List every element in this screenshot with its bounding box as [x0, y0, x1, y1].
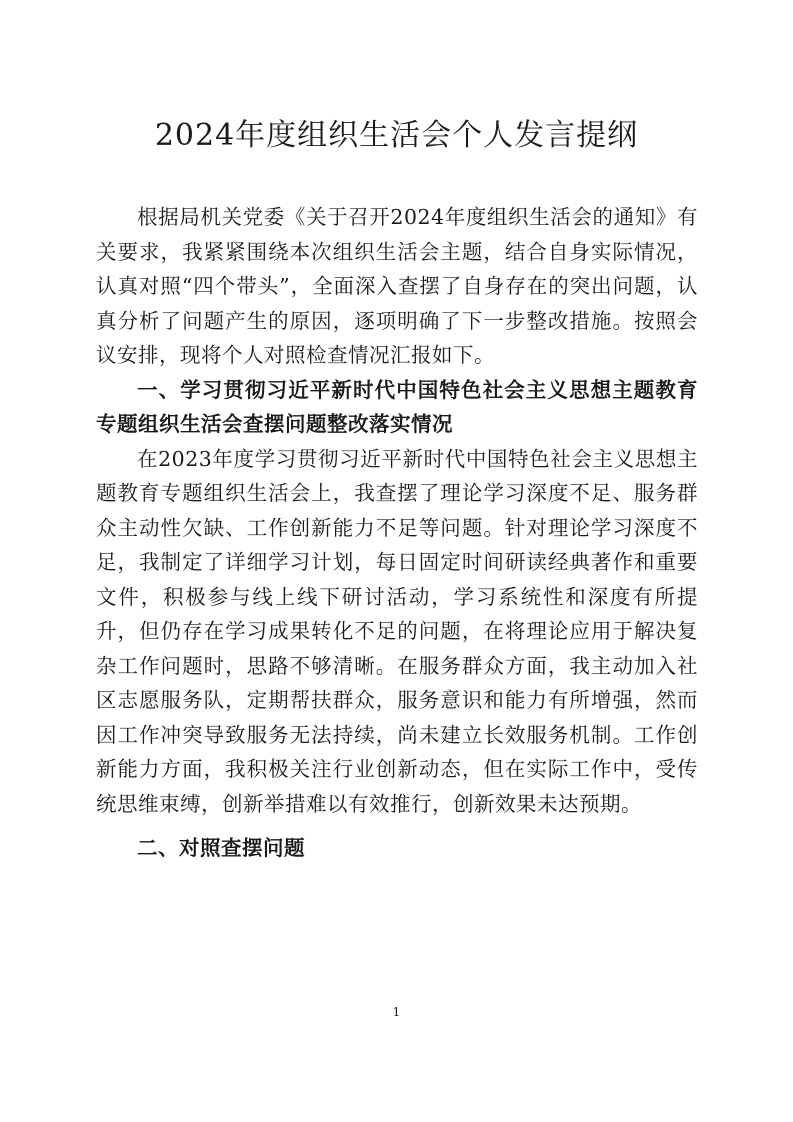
section-2-heading: 二、对照查摆问题 [137, 836, 305, 860]
document-title: 2024年度组织生活会个人发言提纲 [154, 118, 639, 153]
document-body [96, 200, 698, 866]
page-number: 1 [392, 1005, 401, 1019]
section-1-paragraph: 在2023年度学习贯彻习近平新时代中国特色社会主义思想主题教育专题组织生活会上，我查摆了理论学习深度不足、服务群众主动性欠缺、工作创新能力不足等问题。针对理论学习深度不足，我制定了详细学习计划，每日固定时间研读经典著作和重要文件，积极参与线上线下研讨活动，学习系统性和深度有所提升，但仍存在学习成果转化不足的问题，在将理论应用于解决复杂工作问题时，思路不够清晰。在服务群众方面，我主动加入社区志愿服务队，定期帮扶群众，服务意识和能力有所增强，然而因工作冲突导致服务无法持续，尚未建立长效服务机制。工作创新能力方面，我积极关注行业创新动态，但在实际工作中，受传统思维束缚，创新举措难以有效推行，创新效果未达预期。 [96, 446, 698, 816]
intro-paragraph: 根据局机关党委《关于召开2024年度组织生活会的通知》有关要求，我紧紧围绕本次组织生活会主题，结合自身实际情况，认真对照“四个带头”，全面深入查摆了自身存在的突出问题，认真分析了问题产生的原因，逐项明确了下一步整改措施。按照会议安排，现将个人对照检查情况汇报如下。 [96, 205, 698, 367]
section-1-heading: 一、学习贯彻习近平新时代中国特色社会主义思想主题教育专题组织生活会查摆问题整改落实情况 [96, 377, 698, 436]
